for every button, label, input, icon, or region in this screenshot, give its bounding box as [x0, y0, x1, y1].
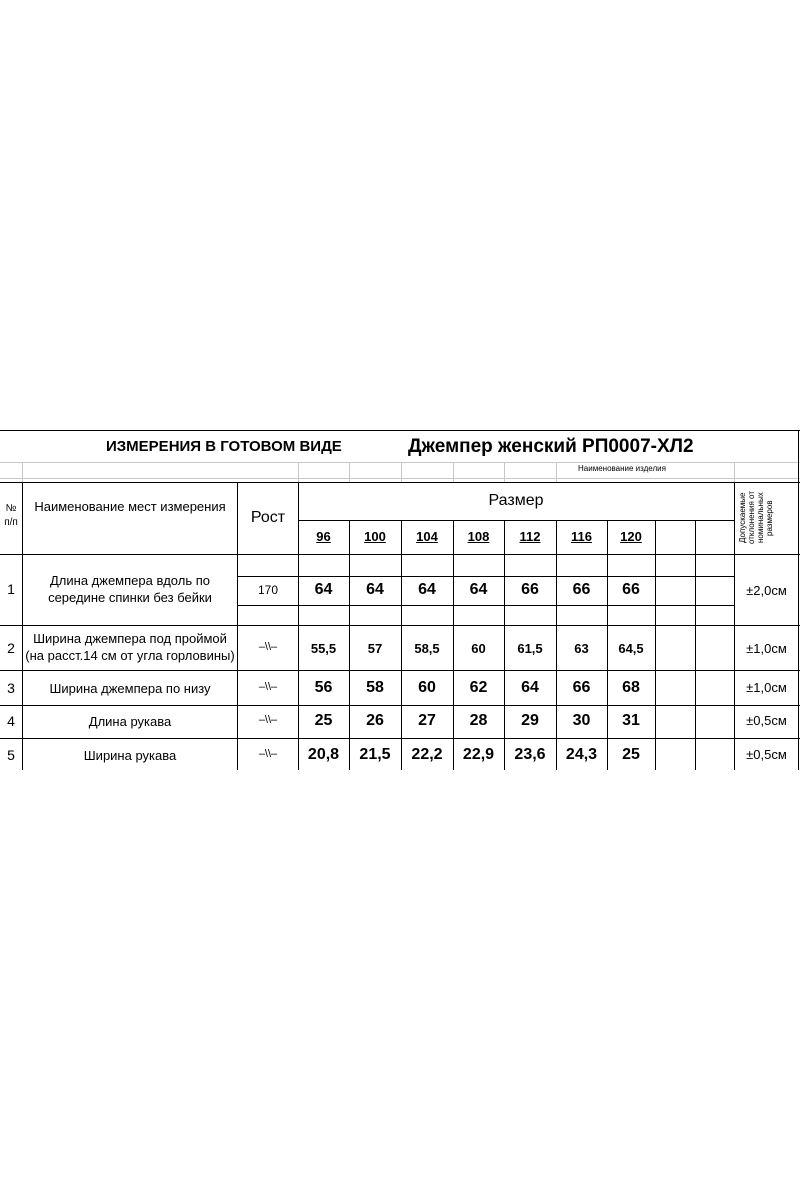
rule: [453, 462, 454, 482]
value-cell: 20,8: [307, 746, 340, 763]
rule: [655, 520, 656, 770]
rule: [298, 520, 734, 521]
document-title: ИЗМЕРЕНИЯ В ГОТОВОМ ВИДЕ: [106, 438, 342, 455]
rule: [0, 625, 800, 626]
name-column-header: Наименование мест измерения: [34, 499, 226, 514]
value-cell: 55,5: [310, 641, 337, 656]
rule: [0, 705, 800, 706]
value-cell: 66: [521, 581, 539, 598]
value-cell: 29: [521, 712, 539, 729]
height-value: –\\–: [258, 641, 278, 653]
tolerance-value: ±1,0см: [746, 680, 787, 695]
rule: [0, 430, 800, 431]
size-96: 96: [316, 529, 331, 544]
value-cell: 22,9: [462, 746, 495, 763]
tolerance-value: ±2,0см: [746, 583, 787, 598]
value-cell: 25: [314, 712, 333, 729]
size-column-header: Размер: [488, 492, 544, 509]
product-caption: Наименование изделия: [578, 464, 666, 473]
rule: [0, 738, 800, 739]
tolerance-value: ±1,0см: [746, 641, 787, 656]
row-number: 3: [7, 680, 15, 696]
size-104: 104: [416, 529, 438, 544]
value-cell: 64,5: [618, 641, 644, 656]
value-cell: 64: [314, 581, 333, 598]
tolerance-value: ±0,5см: [746, 747, 787, 762]
size-120: 120: [620, 529, 642, 544]
measurement-table: [0, 430, 800, 770]
measurement-name: Длина рукава: [88, 714, 172, 729]
rule: [734, 462, 735, 482]
value-cell: 28: [469, 712, 488, 729]
measurement-name: Ширина рукава: [83, 748, 177, 763]
value-cell: 66: [572, 679, 591, 696]
size-116: 116: [571, 529, 592, 544]
rule: [298, 462, 299, 482]
rule: [798, 430, 799, 770]
measurement-name: Ширина джемпера под проймой (на расст.14 см от угла горловины): [25, 631, 235, 663]
rule: [0, 482, 800, 483]
value-cell: 22,2: [411, 746, 443, 763]
rule: [401, 462, 402, 482]
rule: [238, 576, 734, 577]
height-value: –\\–: [258, 681, 278, 693]
rule: [556, 462, 557, 482]
size-100: 100: [364, 529, 386, 544]
height-value: 170: [257, 583, 279, 597]
row-number: 2: [7, 640, 15, 656]
rule: [0, 478, 800, 479]
number-column-header: № п/п: [4, 503, 18, 528]
value-cell: 62: [469, 679, 488, 696]
rule: [0, 554, 800, 555]
value-cell: 68: [622, 679, 640, 696]
row-number: 1: [7, 581, 15, 597]
value-cell: 23,6: [514, 746, 546, 763]
rule: [349, 462, 350, 482]
value-cell: 66: [622, 581, 640, 598]
measurement-name: Ширина джемпера по низу: [49, 681, 211, 696]
measurement-name: Длина джемпера вдоль по середине спинки без бейки: [48, 573, 212, 605]
value-cell: 25: [622, 746, 640, 763]
value-cell: 58,5: [414, 641, 440, 656]
value-cell: 58: [366, 679, 384, 696]
product-name: Джемпер женский РП0007-ХЛ2: [408, 436, 694, 457]
rule: [0, 462, 800, 463]
value-cell: 57: [367, 641, 383, 656]
value-cell: 21,5: [359, 746, 391, 763]
row-number: 5: [7, 747, 15, 763]
height-value: –\\–: [258, 748, 278, 760]
value-cell: 56: [314, 679, 333, 696]
height-value: –\\–: [258, 714, 278, 726]
value-cell: 64: [418, 581, 436, 598]
value-cell: 26: [366, 712, 384, 729]
value-cell: 60: [471, 641, 486, 656]
row-number: 4: [7, 713, 15, 729]
rule: [238, 605, 734, 606]
value-cell: 64: [469, 581, 488, 598]
value-cell: 61,5: [517, 641, 543, 656]
value-cell: 60: [418, 679, 436, 696]
value-cell: 24,3: [565, 746, 598, 763]
size-108: 108: [467, 529, 490, 544]
rule: [0, 670, 800, 671]
value-cell: 64: [366, 581, 384, 598]
value-cell: 64: [521, 679, 539, 696]
rule: [504, 462, 505, 482]
rule: [22, 482, 23, 770]
tolerance-value: ±0,5см: [746, 713, 787, 728]
value-cell: 31: [622, 712, 640, 729]
rule: [695, 520, 696, 770]
tolerance-column-header: Допускаемые отклонения от номинальных размеров: [738, 491, 774, 545]
size-112: 112: [519, 529, 541, 544]
height-column-header: Рост: [250, 509, 286, 526]
rule: [22, 462, 23, 482]
value-cell: 66: [572, 581, 591, 598]
value-cell: 27: [418, 712, 436, 729]
value-cell: 63: [574, 641, 589, 656]
value-cell: 30: [572, 712, 591, 729]
